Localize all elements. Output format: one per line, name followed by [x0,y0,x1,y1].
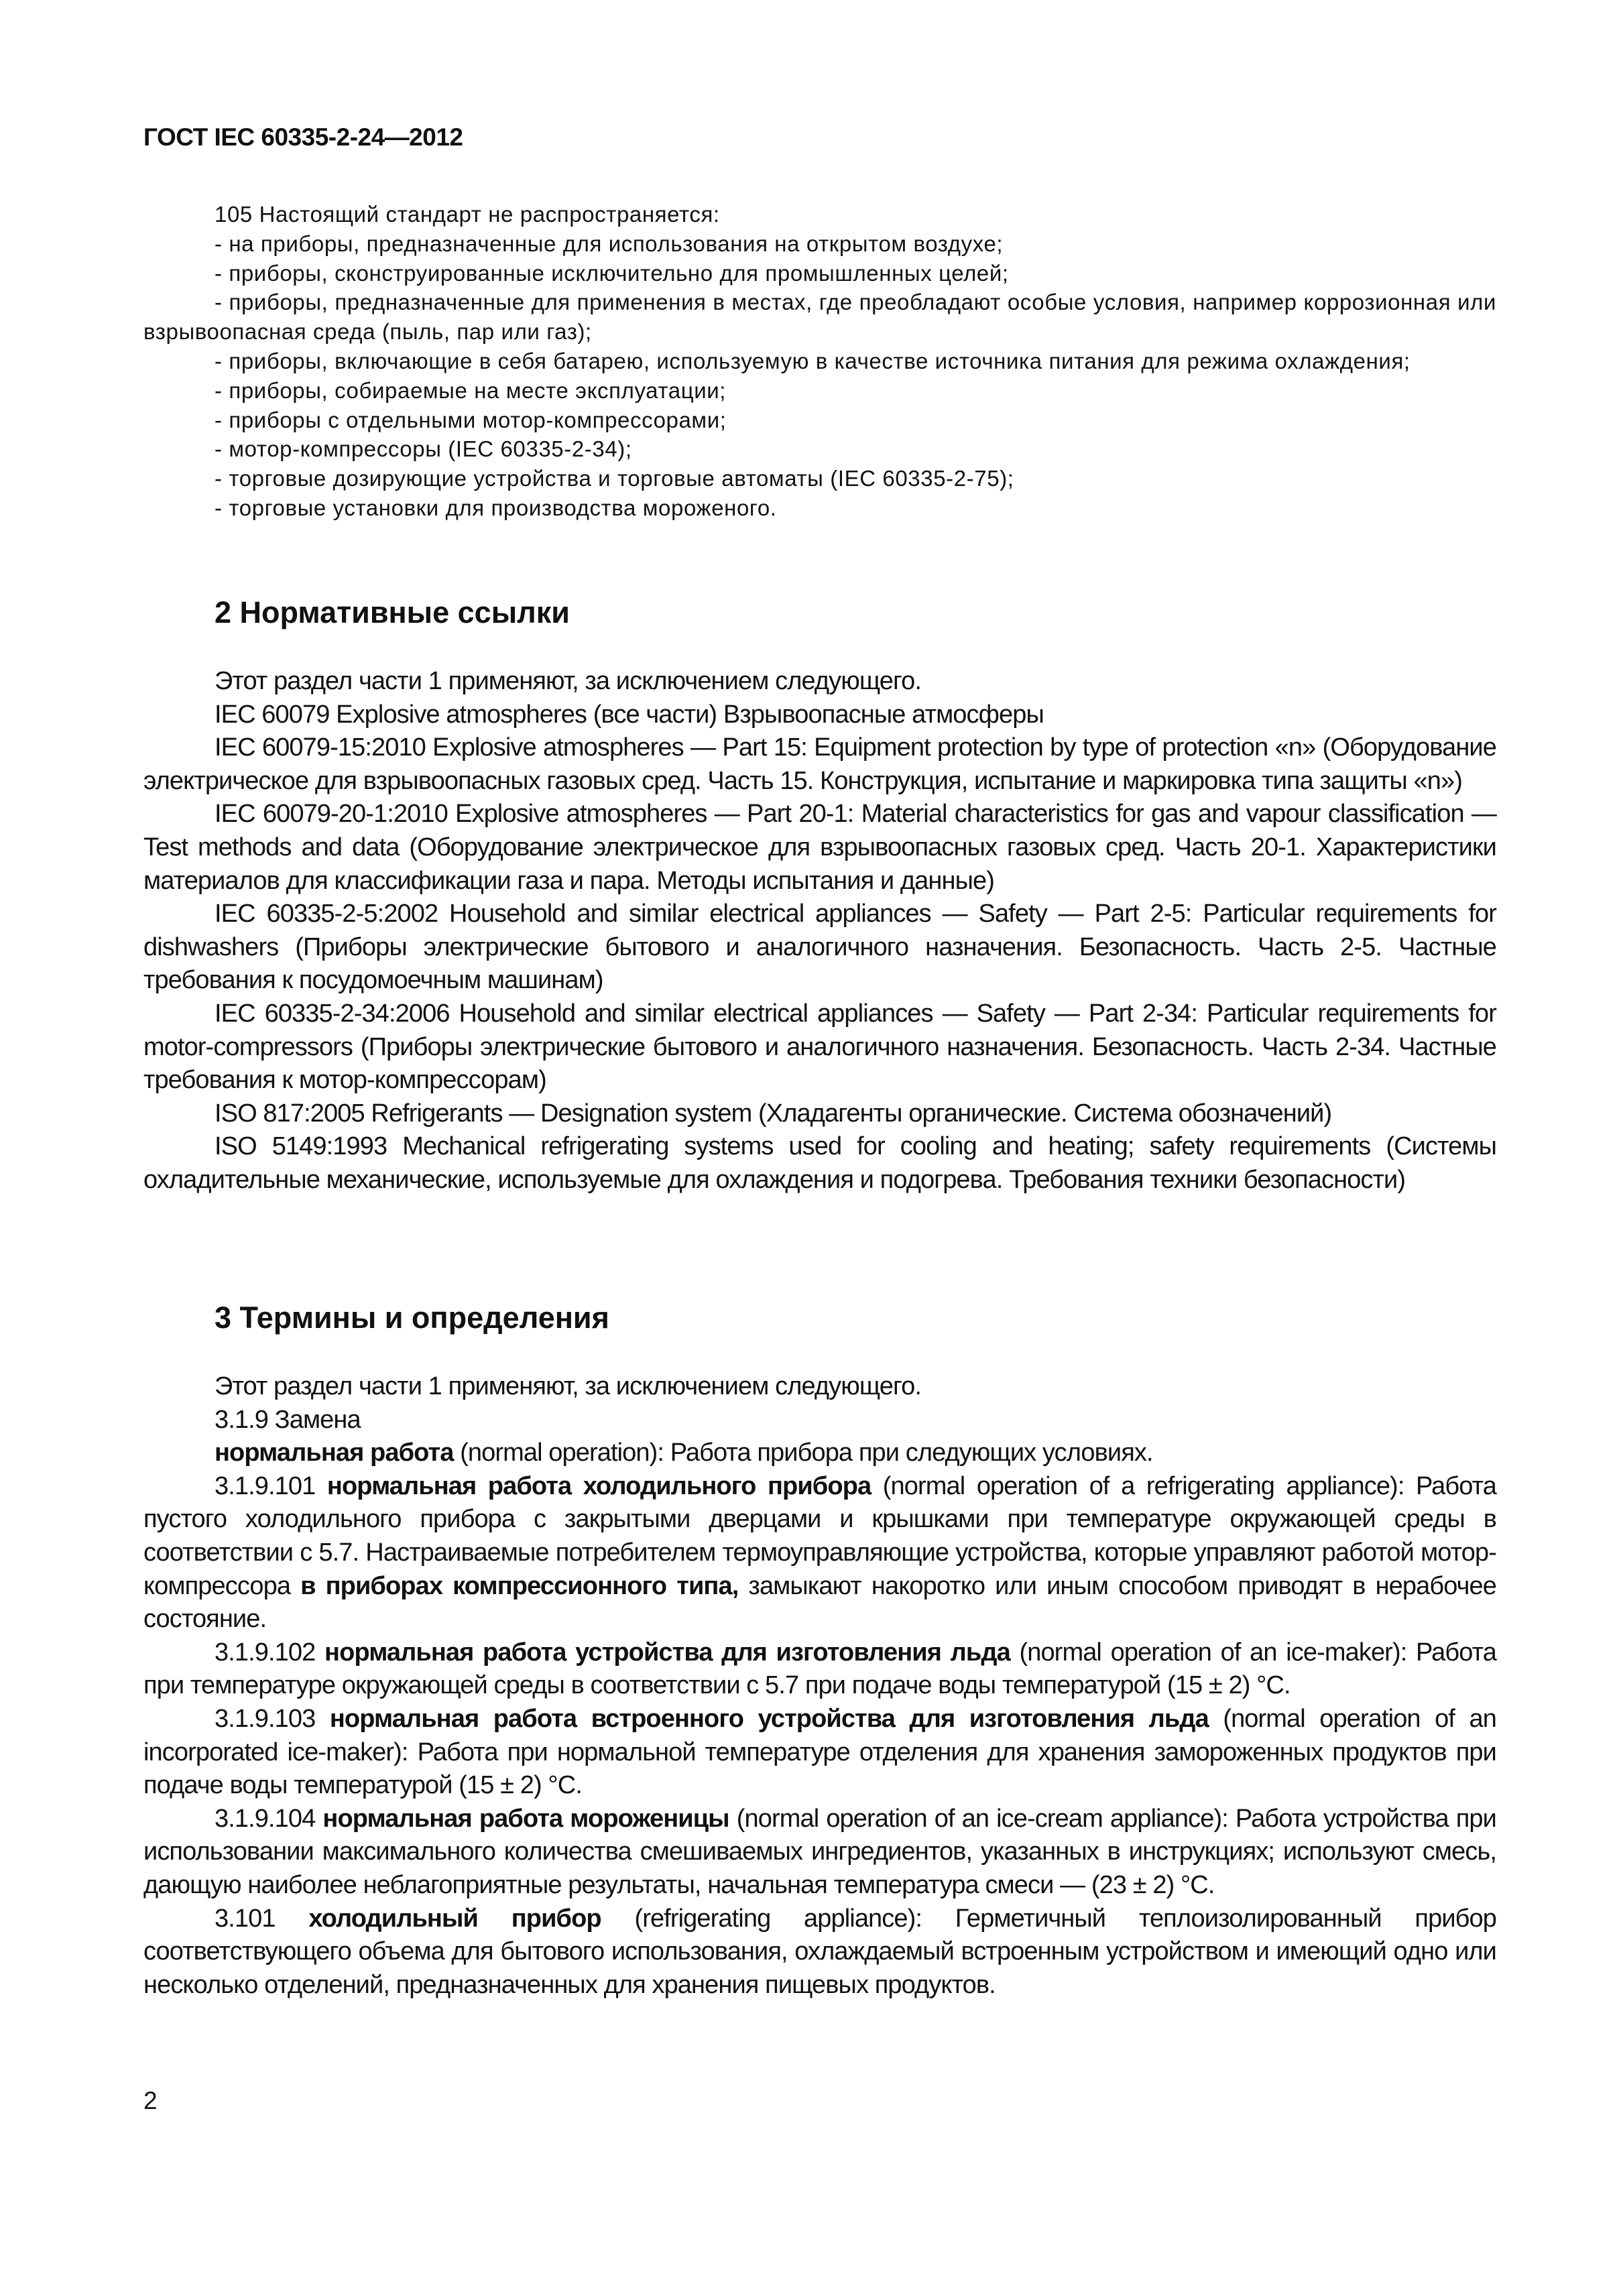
term-definition: (normal operation): Работа прибора при следующих условиях. [453,1439,1153,1467]
term-definition: (normal operation of an ice-maker): Работа при температуре окружающей среды в соответствии с 5.7 при подаче воды температурой (15 ± 2) °С. [143,1638,1496,1700]
term-number: 3.101 [215,1904,309,1933]
term-name: нормальная работа мороженицы [322,1804,729,1833]
document-header: ГОСТ IEC 60335-2-24—2012 [143,123,463,151]
term-number: 3.1.9.103 [215,1704,330,1733]
term-number: 3.1.9.101 [215,1471,327,1500]
reference-paragraph: ISO 5149:1993 Mechanical refrigerating systems used for cooling and heating; safety requirements (Системы охладительные механические, используемые для охлаждения и подогрева. Требования техники безопасности) [143,1132,1496,1194]
term-paragraph [143,1703,1496,1803]
term-paragraph [143,1636,1496,1703]
term-definition: (normal operation of a refrigerating appliance): Работа пустого холодильного прибора с закрытыми дверцами и крышками при температуре окружающей среды в соответствии с 5.7. Настраиваемые потребителем термоуправляющие устройства, которые управляют работой мотор-компрессора [143,1471,1496,1600]
term-emphasis: в приборах компрессионного типа, [300,1571,739,1600]
section-2-body [143,665,1496,1197]
scope-line: - приборы, собираемые на месте эксплуатации; [215,377,727,403]
scope-line: 105 Настоящий стандарт не распространяется: [215,202,720,227]
scope-line: - приборы, включающие в себя батарею, используемую в качестве источника питания для режима охлаждения; [215,348,1410,373]
term-paragraph [143,1902,1496,2002]
term-name: нормальная работа встроенного устройства для изготовления льда [329,1704,1209,1733]
term-name: холодильный прибор [308,1904,601,1933]
reference-paragraph: IEC 60079 Explosive atmospheres (все части) Взрывоопасные атмосферы [215,700,1044,729]
scope-line: - приборы, сконструированные исключительно для промышленных целей; [215,260,1009,286]
reference-paragraph: Этот раздел части 1 применяют, за исключением следующего. [215,667,922,695]
term-definition: замыкают накоротко или иным способом приводят в нерабочее состояние. [143,1571,1496,1634]
term-paragraph [143,1803,1496,1902]
term-paragraph: 3.1.9 Замена [215,1405,361,1434]
reference-paragraph: IEC 60079-20-1:2010 Explosive atmospheres — Part 20-1: Material characteristics for gas and vapour classification — Test methods and data (Оборудование электрическое для взрывоопасных газовых сред. Часть 20-1. Характеристики материалов для классификации газа и пара. Методы испытания и данные) [143,800,1496,895]
term-paragraph [143,1470,1496,1636]
scope-line: - мотор-компрессоры (IEC 60335-2-34); [215,436,632,462]
term-paragraph: Этот раздел части 1 применяют, за исключением следующего. [215,1372,922,1400]
scope-line: - приборы, предназначенные для применения в местах, где преобладают особые условия, например коррозионная или взрывоопасная среда (пыль, пар или газ); [143,290,1496,345]
scope-line: - приборы с отдельными мотор-компрессорами; [215,407,727,432]
reference-paragraph: IEC 60335-2-5:2002 Household and similar electrical appliances — Safety — Part 2-5: Particular requirements for dishwashers (Приборы электрические бытового и аналогичного назначения. Безопасность. Часть 2-5. Частные требования к посудомоечным машинам) [143,900,1496,995]
term-paragraph [143,1437,1496,1470]
scope-line: - торговые установки для производства мороженого. [215,495,777,520]
reference-paragraph: IEC 60335-2-34:2006 Household and similar electrical appliances — Safety — Part 2-34: Particular requirements for motor-compressors (Приборы электрические бытового и аналогичного назначения. Безопасность. Часть 2-34. Частные требования к мотор-компрессорам) [143,999,1496,1095]
section-2-heading: 2 Нормативные ссылки [215,595,570,629]
term-name: нормальная работа холодильного прибора [326,1471,871,1500]
term-number: 3.1.9.102 [215,1638,325,1667]
term-number: 3.1.9.104 [215,1804,323,1833]
term-definition: (normal operation of an ice-cream appliance): Работа устройства при использовании максимального количества смешиваемых ингредиентов, указанных в инструкциях; используют смесь, дающую наиболее неблагоприятные результаты, начальная температура смеси — (23 ± 2) °С. [143,1804,1496,1899]
term-name: нормальная работа устройства для изготовления льда [324,1638,1010,1667]
term-name: нормальная работа [215,1439,454,1467]
term-definition: (refrigerating appliance): Герметичный теплоизолированный прибор соответствующего объема для бытового использования, охлаждаемый встроенным устройством и имеющий одно или несколько отделений, предназначенных для хранения пищевых продуктов. [143,1904,1496,1999]
page-number: 2 [143,2087,158,2114]
section-3-body [143,1370,1496,2002]
scope-exclusions-list [143,200,1496,523]
reference-paragraph: IEC 60079-15:2010 Explosive atmospheres — Part 15: Equipment protection by type of protection «n» (Оборудование электрическое для взрывоопасных газовых сред. Часть 15. Конструкция, испытание и маркировка типа защиты «n») [143,733,1496,795]
reference-paragraph: ISO 817:2005 Refrigerants — Designation system (Хладагенты органические. Система обозначений) [215,1099,1332,1128]
scope-line: - на приборы, предназначенные для использования на открытом воздухе; [215,231,1004,256]
section-3-heading: 3 Термины и определения [215,1301,609,1335]
term-definition: (normal operation of an incorporated ice-maker): Работа при нормальной температуре отделения для хранения замороженных продуктов при подаче воды температурой (15 ± 2) °С. [143,1704,1496,1800]
scope-line: - торговые дозирующие устройства и торговые автоматы (IEC 60335-2-75); [215,466,1014,491]
